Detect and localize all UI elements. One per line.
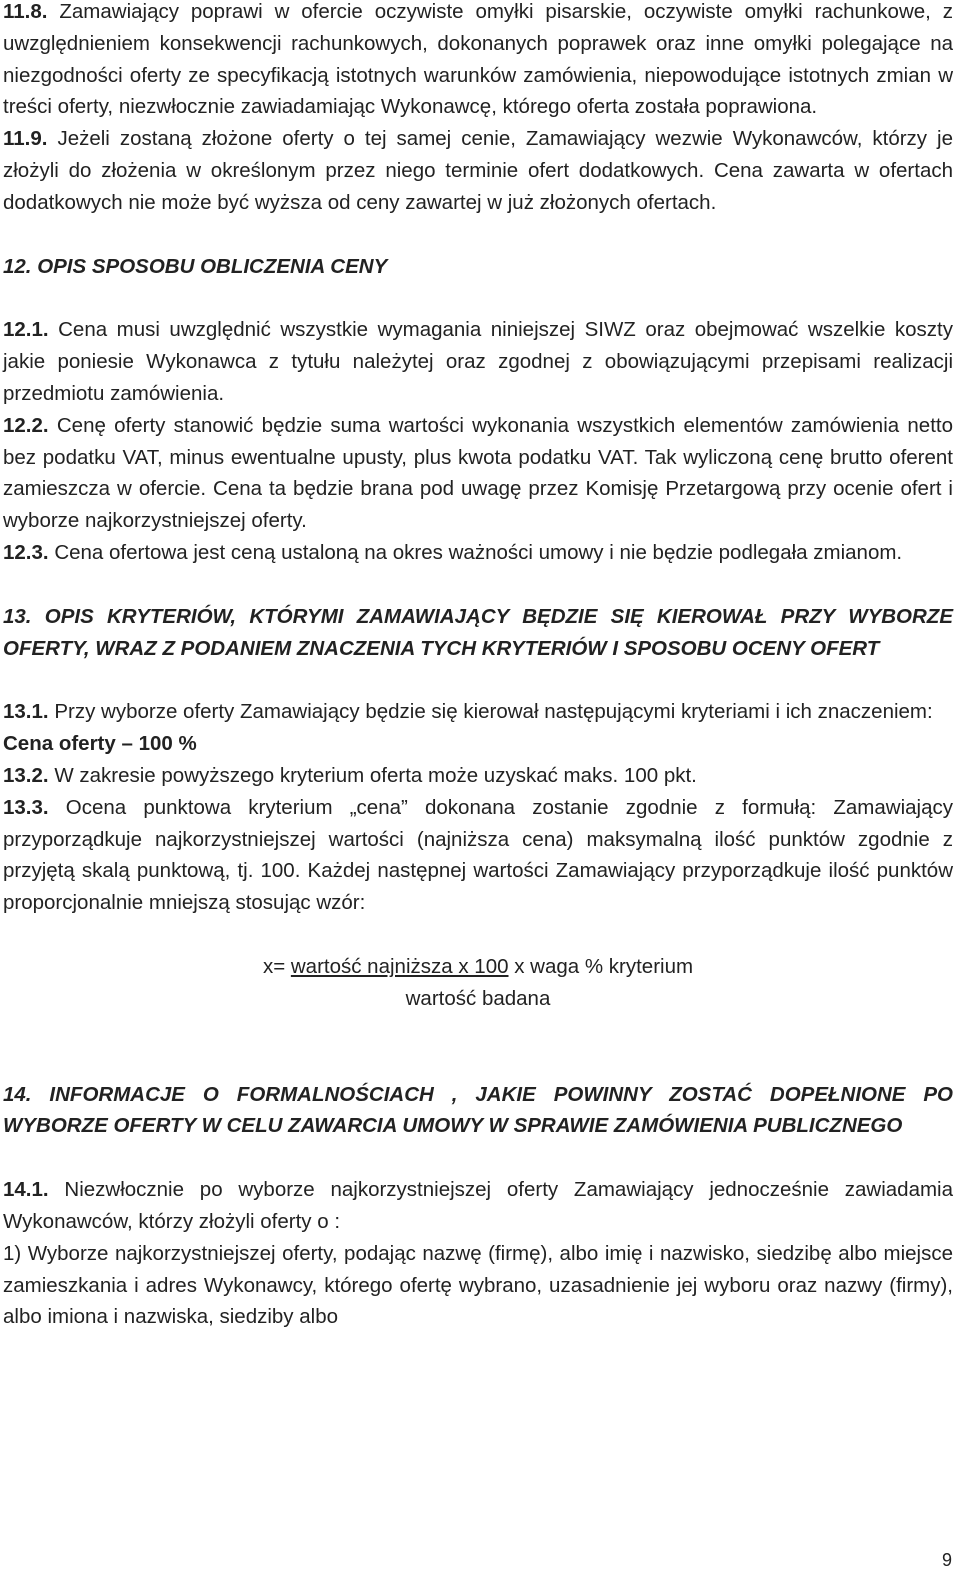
formula-suffix: x waga % kryterium (508, 954, 694, 978)
paragraph-number: 11.9. (3, 127, 48, 151)
paragraph-text: Zamawiający poprawi w ofercie oczywiste omyłki pisarskie, oczywiste omyłki rachunkowe, z uwzględnieniem konsekwencji rachunkowych, dokonanych poprawek oraz inne omyłki polegające na niezgodności oferty ze specyfikacją istotnych warunków zamówienia, niepowodujące istotnych zmian w treści oferty, niezwłocznie zawiadamiając Wykonawcę, którego oferta została poprawiona. (3, 0, 954, 119)
paragraph-13-2 (3, 760, 953, 792)
paragraph-number: 13.3. (3, 795, 49, 819)
formula-denominator: wartość badana (405, 986, 551, 1010)
paragraph-number: 13.1. (3, 700, 49, 724)
paragraph-number: 12.3. (3, 540, 49, 564)
page-number: 9 (941, 1550, 952, 1570)
formula-numerator-line (3, 951, 953, 983)
formula-denominator-line (3, 983, 953, 1015)
paragraph-number: 12.2. (3, 413, 49, 437)
paragraph-11-9 (3, 123, 953, 218)
criterion-line: Cena oferty – 100 % (3, 732, 197, 756)
document-page (3, 0, 953, 1333)
paragraph-number: 13.2. (3, 763, 49, 787)
paragraph-13-1 (3, 696, 953, 728)
paragraph-number: 14.1. (3, 1178, 49, 1202)
paragraph-14-1 (3, 1174, 953, 1238)
paragraph-12-1 (3, 314, 953, 409)
paragraph-12-2 (3, 410, 953, 537)
section-heading-12: 12. OPIS SPOSOBU OBLICZENIA CENY (3, 254, 388, 278)
paragraph-12-3 (3, 537, 953, 569)
paragraph-text: W zakresie powyższego kryterium oferta może uzyskać maks. 100 pkt. (54, 763, 697, 787)
section-heading-13: 13. OPIS KRYTERIÓW, KTÓRYMI ZAMAWIAJĄCY BĘDZIE SIĘ KIEROWAŁ PRZY WYBORZE OFERTY, WRAZ Z PODANIEM ZNACZENIA TYCH KRYTERIÓW I SPOSOBU OCENY OFERT (3, 604, 953, 660)
paragraph-number: 11.8. (3, 0, 48, 23)
paragraph-text: Cena musi uwzględnić wszystkie wymagania niniejszej SIWZ oraz obejmować wszelkie koszty jakie poniesie Wykonawca z tytułu należytej oraz zgodnej z obowiązującymi przepisami realizacji przedmiotu zamówienia. (3, 318, 953, 405)
formula-prefix: x= (262, 954, 291, 978)
paragraph-text: Przy wyborze oferty Zamawiający będzie się kierował następującymi kryteriami i ich znaczeniem: (54, 700, 933, 724)
paragraph-text: Jeżeli zostaną złożone oferty o tej samej cenie, Zamawiający wezwie Wykonawców, którzy je złożyli do złożenia w określonym przez niego terminie ofert dodatkowych. Cena zawarta w ofertach dodatkowych nie może być wyższa od ceny zawartej w już złożonych ofertach. (3, 127, 953, 214)
section-heading-14: 14. INFORMACJE O FORMALNOŚCIACH , JAKIE POWINNY ZOSTAĆ DOPEŁNIONE PO WYBORZE OFERTY W CELU ZAWARCIA UMOWY W SPRAWIE ZAMÓWIENIA PUBLICZNEGO (3, 1082, 953, 1138)
paragraph-13-3 (3, 792, 953, 919)
paragraph-11-8 (3, 0, 953, 123)
paragraph-text: Cenę oferty stanowić będzie suma wartości wykonania wszystkich elementów zamówienia netto bez podatku VAT, minus ewentualne upusty, plus kwota podatku VAT. Tak wyliczoną cenę brutto oferent zamieszcza w ofercie. Cena ta będzie brana pod uwagę przez Komisję Przetargową przy ocenie ofert i wyborze najkorzystniejszej oferty. (3, 413, 953, 533)
paragraph-text: Niezwłocznie po wyborze najkorzystniejszej oferty Zamawiający jednocześnie zawiadamia Wykonawców, którzy złożyli oferty o : (3, 1178, 954, 1233)
paragraph-number: 12.1. (3, 318, 49, 342)
paragraph-text: Ocena punktowa kryterium „cena” dokonana zostanie zgodnie z formułą: Zamawiający przyporządkuje najkorzystniejszej wartości (najniższa cena) maksymalną ilość punktów zgodnie z przyjętą skalą punktową, tj. 100. Każdej następnej wartości Zamawiający przyporządkuje ilość punktów proporcjonalnie mniejszą stosując wzór: (3, 795, 953, 915)
formula-numerator: wartość najniższa x 100 (290, 954, 509, 978)
list-item-1: 1) Wyborze najkorzystniejszej oferty, podając nazwę (firmę), albo imię i nazwisko, siedzibę albo miejsce zamieszkania i adres Wykonawcy, którego ofertę wybrano, uzasadnienie jej wyboru oraz nazwy (firmy), albo imiona i nazwiska, siedziby albo (3, 1241, 953, 1329)
paragraph-text: Cena ofertowa jest ceną ustaloną na okres ważności umowy i nie będzie podlegała zmianom. (54, 540, 903, 564)
